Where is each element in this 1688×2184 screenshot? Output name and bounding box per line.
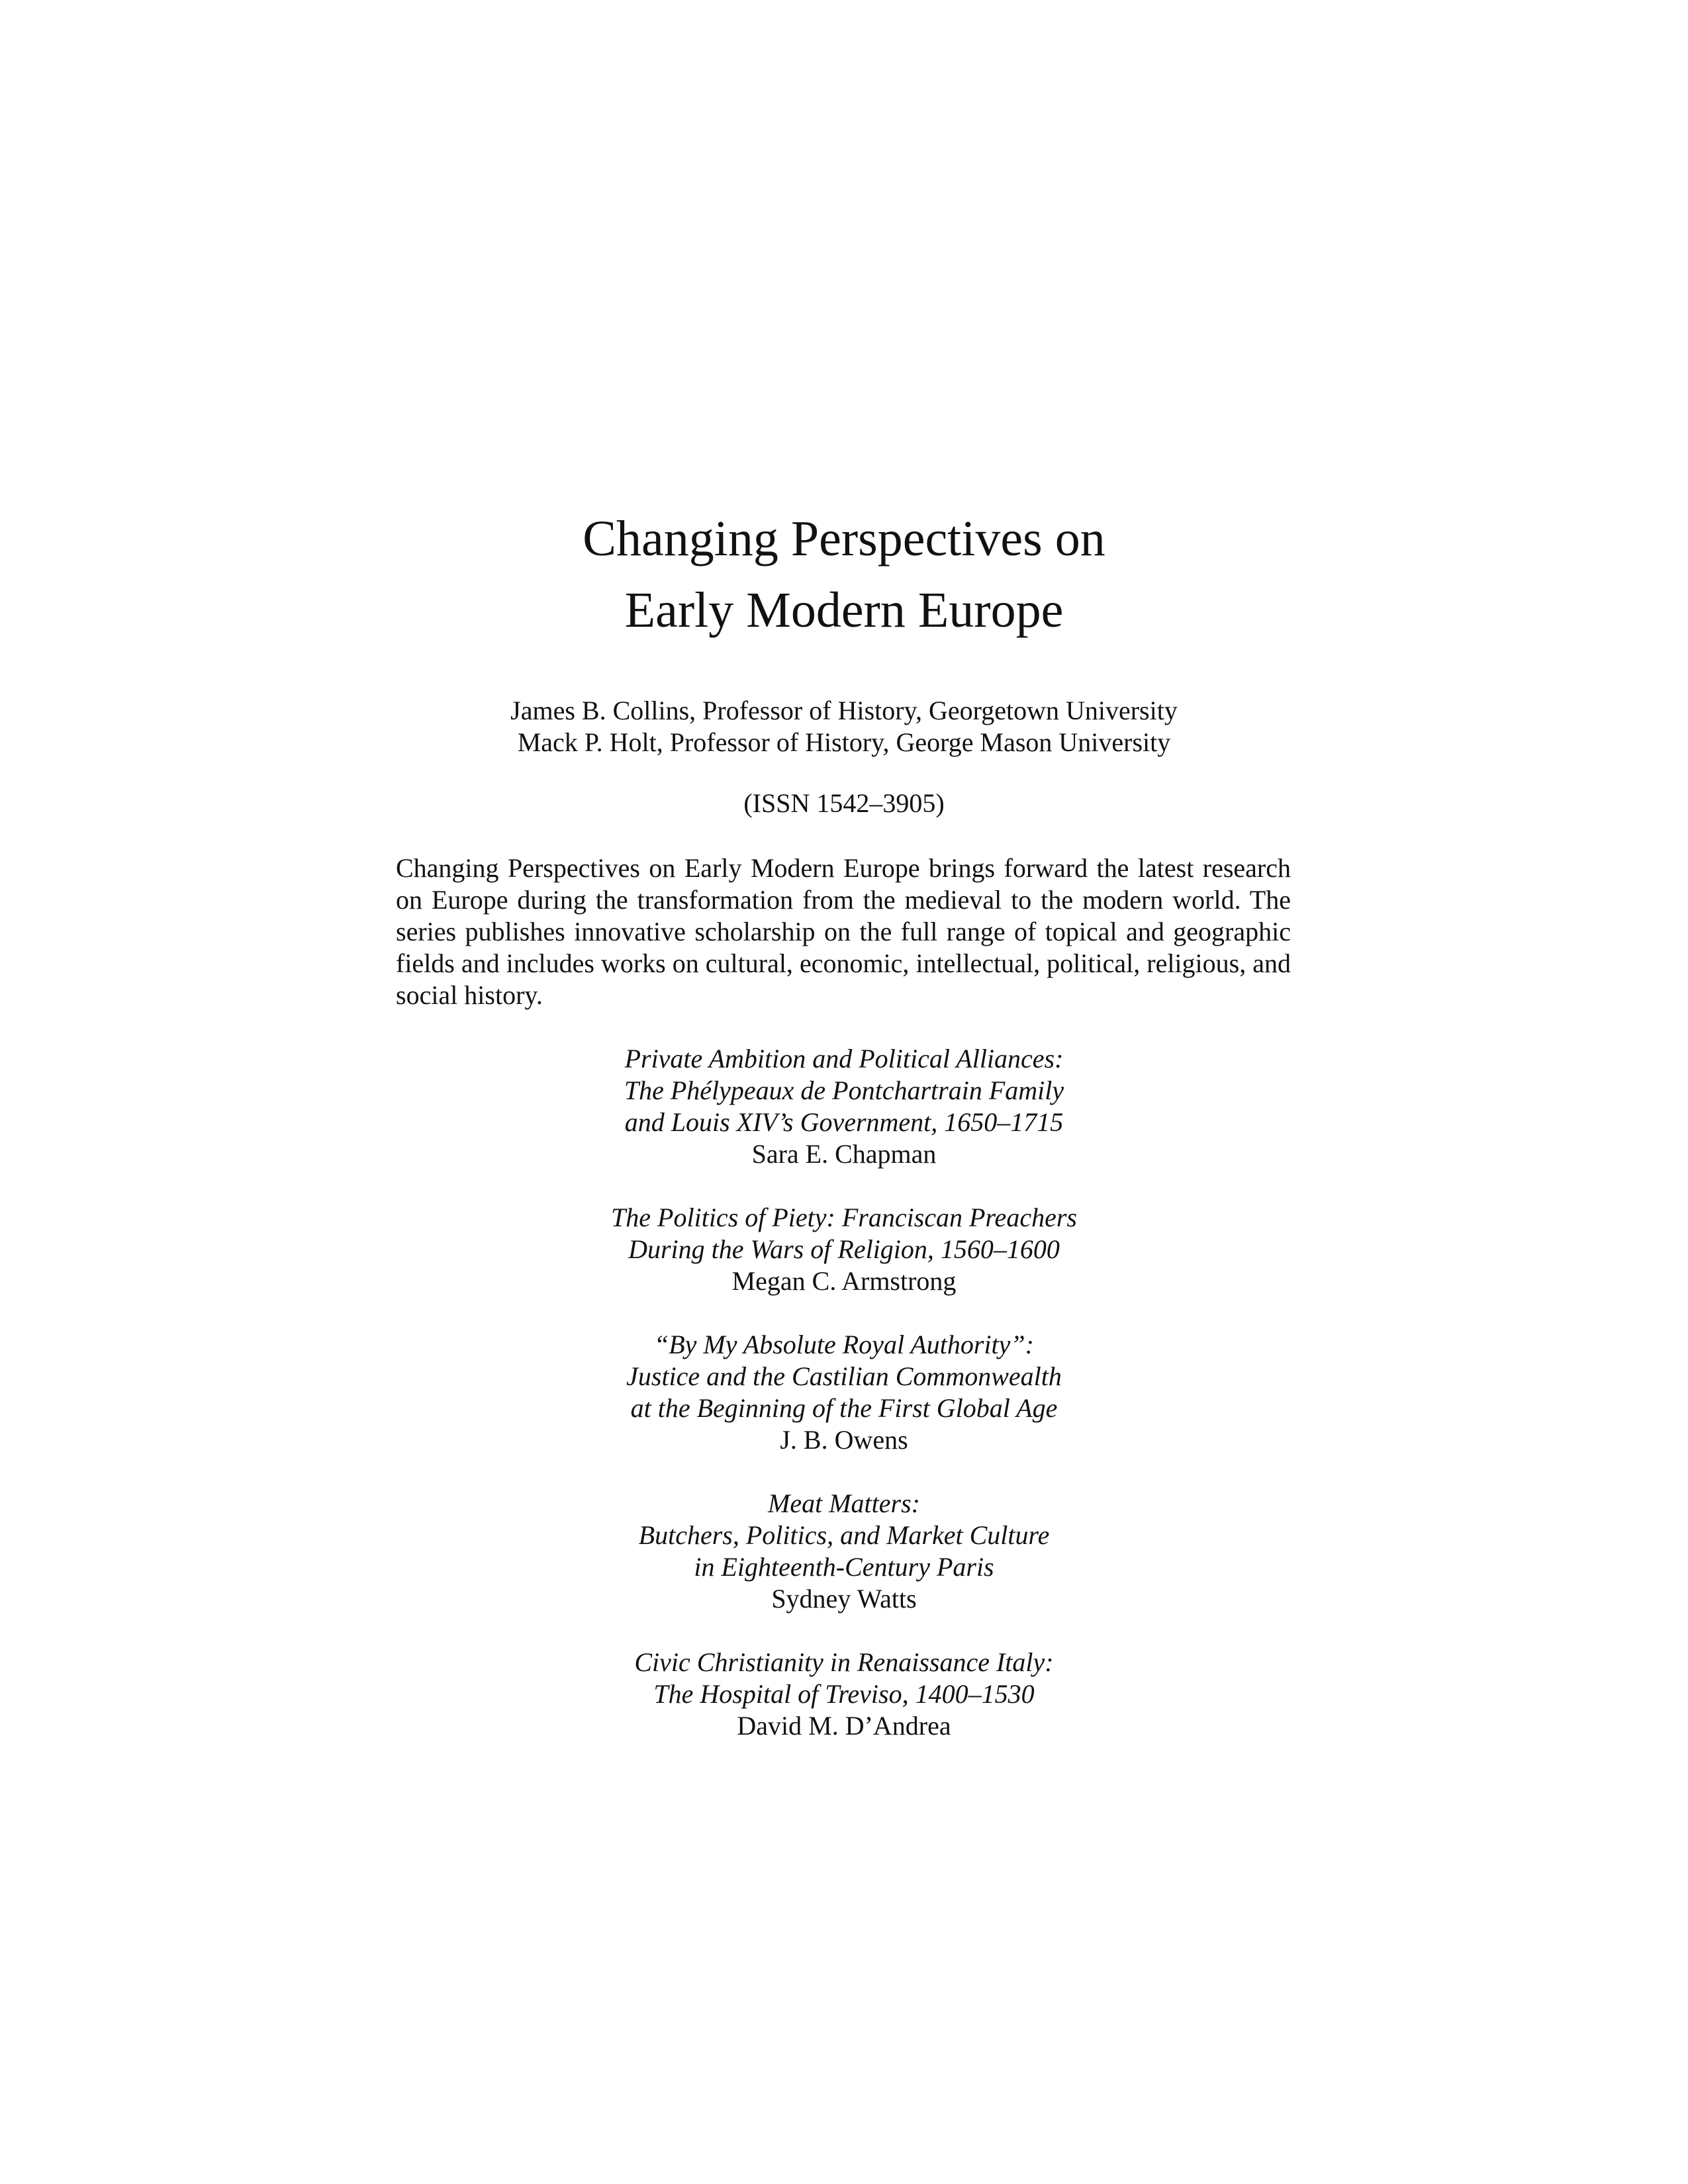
book-author: Megan C. Armstrong [731, 1266, 957, 1296]
book-title-line: Private Ambition and Political Alliances: [624, 1044, 1064, 1073]
book-title-line: Justice and the Castilian Commonwealth [626, 1361, 1062, 1391]
book-title-line: During the Wars of Religion, 1560–1600 [628, 1234, 1060, 1264]
book-title-line: “By My Absolute Royal Authority”: [653, 1330, 1034, 1359]
book-list [0, 1043, 1688, 1774]
series-description: Changing Perspectives on Early Modern Europe brings forward the latest research on Europe during the transformation from the medieval to the modern world. The series publishes innovative scholarship on the full range of topical and geographic fields and includes works on cultural, economic, intellectual, political, religious, and social history. [396, 853, 1291, 1010]
book-entry [0, 1329, 1688, 1456]
book-title-line: The Phélypeaux de Pontchartrain Family [624, 1075, 1064, 1105]
book-title-line: Butchers, Politics, and Market Culture [638, 1520, 1050, 1550]
book-entry [0, 1488, 1688, 1615]
book-entry [0, 1202, 1688, 1297]
book-title-line: Meat Matters: [768, 1488, 920, 1518]
book-title-line: at the Beginning of the First Global Age [630, 1393, 1058, 1423]
book-title-line: The Politics of Piety: Franciscan Preachers [611, 1203, 1077, 1232]
series-title [0, 503, 1688, 646]
book-entry [0, 1043, 1688, 1170]
series-editors [0, 695, 1688, 758]
book-author: Sara E. Chapman [751, 1139, 937, 1169]
book-title-line: and Louis XIV’s Government, 1650–1715 [624, 1107, 1064, 1137]
issn-number: (ISSN 1542–3905) [743, 788, 945, 818]
book-title-line: in Eighteenth-Century Paris [694, 1552, 994, 1582]
book-title-line: The Hospital of Treviso, 1400–1530 [653, 1679, 1035, 1709]
book-author: J. B. Owens [780, 1425, 908, 1455]
series-title-line-2: Early Modern Europe [624, 582, 1064, 638]
book-author: David M. D’Andrea [737, 1711, 951, 1741]
editor-line: James B. Collins, Professor of History, Georgetown University [510, 696, 1178, 725]
editor-line: Mack P. Holt, Professor of History, George Mason University [517, 727, 1171, 757]
book-title-line: Civic Christianity in Renaissance Italy: [634, 1647, 1054, 1677]
book-author: Sydney Watts [771, 1584, 917, 1614]
series-title-line-1: Changing Perspectives on [583, 511, 1105, 567]
book-entry [0, 1647, 1688, 1742]
